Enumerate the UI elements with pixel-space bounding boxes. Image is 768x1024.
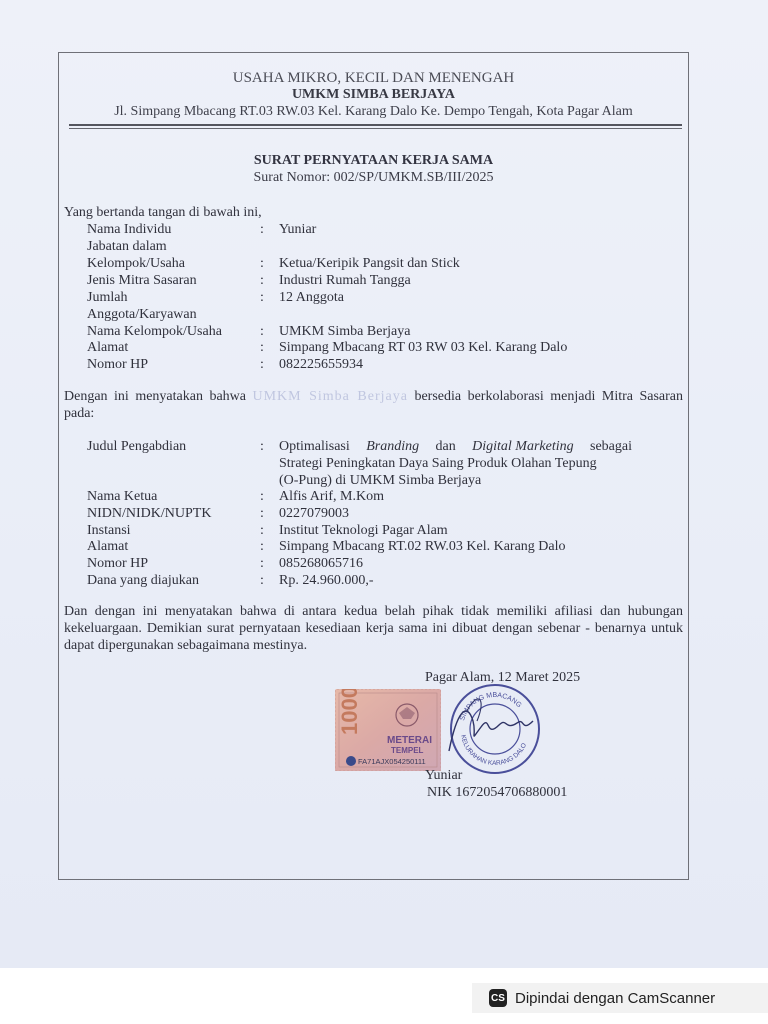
mitra-label: Jenis Mitra Sasaran [87, 273, 197, 288]
colon: : [260, 523, 264, 538]
program-alamat-value: Simpang Mbacang RT.02 RW.03 Kel. Karang Dalo [279, 539, 566, 554]
mitra-value: Industri Rumah Tangga [279, 273, 411, 288]
stamp-chip-icon [346, 756, 356, 766]
dana-label: Dana yang diajukan [87, 573, 199, 588]
kelompok-label: Nama Kelompok/Usaha [87, 324, 222, 339]
signer-name: Yuniar [425, 768, 463, 783]
seal-bottom-text: KELURAHAN KARANG DALO [459, 734, 529, 768]
colon: : [260, 324, 264, 339]
meterai-stamp [335, 689, 441, 771]
judul-word: Optimalisasi [279, 439, 350, 454]
jumlah-label-2: Anggota/Karyawan [87, 307, 197, 322]
instansi-label: Instansi [87, 523, 131, 538]
ketua-value: Alfis Arif, M.Kom [279, 489, 384, 504]
seal-top-text: SIMPANG MBACANG [459, 691, 523, 722]
jabatan-label-1: Jabatan dalam [87, 239, 167, 254]
colon: : [260, 489, 264, 504]
jabatan-label-2: Kelompok/Usaha [87, 256, 185, 271]
judul-line-3: (O-Pung) di UMKM Simba Berjaya [279, 473, 482, 488]
hp-label: Nomor HP [87, 357, 149, 372]
statement-part2: bersedia berkolaborasi menjadi Mitra Sasaran pada: [64, 389, 684, 421]
statement-paragraph [64, 388, 683, 422]
stamp-line2: TEMPEL [391, 746, 424, 755]
judul-line-1 [279, 438, 632, 455]
kelompok-value: UMKM Simba Berjaya [279, 324, 411, 339]
meterai-stamp-graphic [335, 689, 441, 771]
nidn-value: 0227079003 [279, 506, 349, 521]
alamat-label: Alamat [87, 340, 129, 355]
letter-border [58, 52, 689, 880]
letterhead-org-name: UMKM SIMBA BERJAYA [291, 87, 456, 102]
letter-title: SURAT PERNYATAAN KERJA SAMA [253, 153, 494, 168]
dana-value: Rp. 24.960.000,- [279, 573, 374, 588]
closing-paragraph: Dan dengan ini menyatakan bahwa di antara kedua belah pihak tidak memiliki afiliasi dan hubungan kekeluargaan. Demikian surat pernyataan kesediaan kerja sama ini dibuat dengan sebenar - benarnya untuk dapat dipergunakan sebagaimana mestinya. [64, 604, 683, 653]
camscanner-label: Dipindai dengan CamScanner [515, 989, 716, 1007]
letter-number: Surat Nomor: 002/SP/UMKM.SB/III/2025 [253, 170, 494, 185]
camscanner-badge [472, 983, 768, 1013]
signer-nik: NIK 1672054706880001 [427, 785, 568, 800]
official-seal [447, 681, 543, 777]
judul-label: Judul Pengabdian [87, 439, 187, 454]
colon: : [260, 256, 264, 271]
colon: : [260, 439, 264, 454]
hp-value: 082225655934 [279, 357, 363, 372]
jabatan-value: Ketua/Keripik Pangsit dan Stick [279, 256, 460, 271]
colon: : [260, 290, 264, 305]
colon: : [260, 506, 264, 521]
colon: : [260, 273, 264, 288]
statement-highlight: UMKM Simba Berjaya [252, 389, 408, 404]
alamat-value: Simpang Mbacang RT 03 RW 03 Kel. Karang Dalo [279, 340, 568, 355]
jumlah-value: 12 Anggota [279, 290, 344, 305]
colon: : [260, 539, 264, 554]
colon: : [260, 222, 264, 237]
program-alamat-label: Alamat [87, 539, 129, 554]
nama-value: Yuniar [279, 222, 317, 237]
letterhead-org-type: USAHA MIKRO, KECIL DAN MENENGAH [232, 70, 515, 86]
letterhead-rule-thick [69, 124, 682, 126]
jumlah-label-1: Jumlah [87, 290, 128, 305]
letterhead-address: Jl. Simpang Mbacang RT.03 RW.03 Kel. Karang Dalo Ke. Dempo Tengah, Kota Pagar Alam [114, 104, 633, 119]
judul-word: dan [435, 439, 456, 454]
colon: : [260, 357, 264, 372]
stamp-value: 10000 [337, 689, 362, 735]
instansi-value: Institut Teknologi Pagar Alam [279, 523, 448, 538]
program-hp-label: Nomor HP [87, 556, 149, 571]
stamp-line1: METERAI [387, 735, 432, 746]
judul-branding: Branding [366, 439, 420, 454]
judul-digital-marketing: Digital Marketing [472, 439, 574, 454]
camscanner-icon: CS [489, 989, 507, 1007]
judul-word: sebagai [590, 439, 632, 454]
ketua-label: Nama Ketua [87, 489, 158, 504]
colon: : [260, 340, 264, 355]
program-hp-value: 085268065716 [279, 556, 363, 571]
judul-line-2: Strategi Peningkatan Daya Saing Produk Olahan Tepung [279, 456, 597, 471]
colon: : [260, 556, 264, 571]
seal-graphic [447, 681, 543, 777]
statement-part1: Dengan ini menyatakan bahwa [64, 389, 246, 404]
place-date: Pagar Alam, 12 Maret 2025 [425, 670, 581, 685]
nidn-label: NIDN/NIDK/NUPTK [87, 506, 212, 521]
nama-label: Nama Individu [87, 222, 172, 237]
stamp-serial: FA71AJX054250111 [358, 757, 426, 766]
intro-text: Yang bertanda tangan di bawah ini, [64, 205, 262, 220]
colon: : [260, 573, 264, 588]
letterhead-rule-thin [69, 128, 682, 129]
